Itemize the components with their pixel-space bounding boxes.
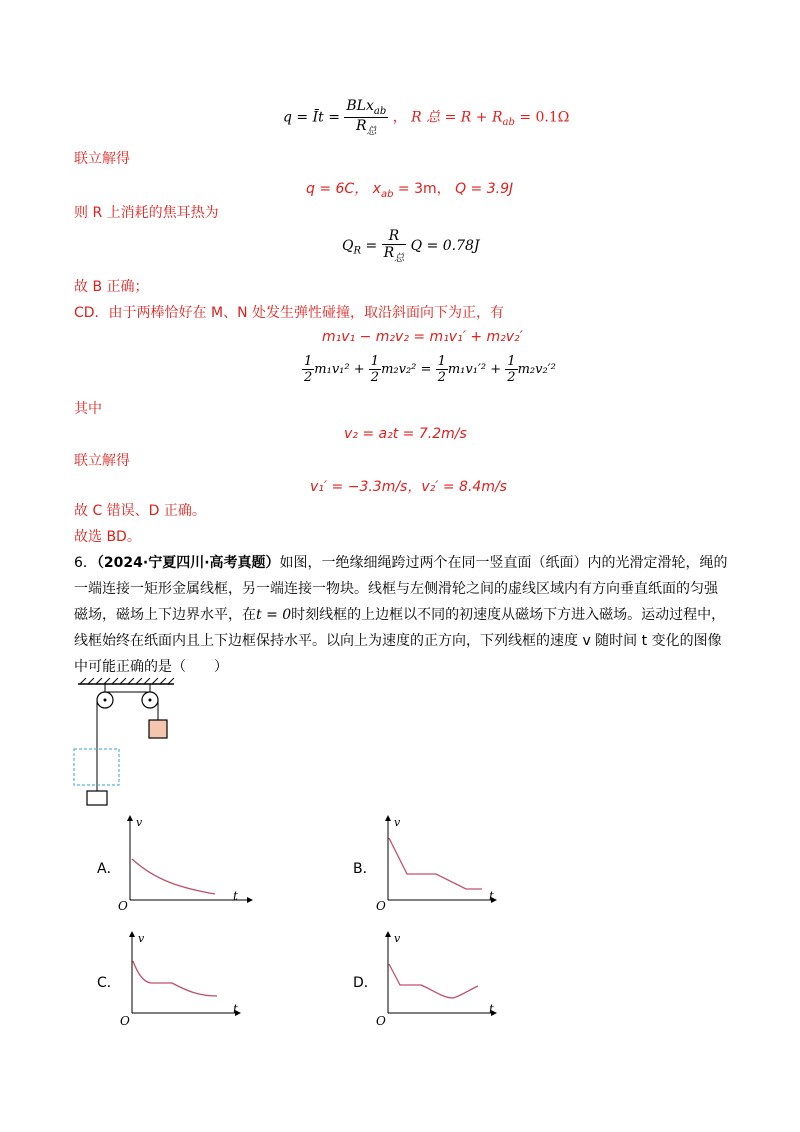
eq-results-x-sub: ab xyxy=(380,188,394,200)
question-6-line-1 xyxy=(74,550,728,576)
eq-energy-term-2: m₂v₂² xyxy=(381,362,417,377)
graph-B-origin: O xyxy=(376,899,386,913)
graph-D-axis-v: v xyxy=(394,932,401,945)
eq-results-Q: Q = 3.9J xyxy=(455,181,514,197)
text-lianli-2: 联立解得 xyxy=(74,453,130,469)
graph-A xyxy=(115,812,255,917)
graph-B xyxy=(373,812,503,917)
eq-charge-num: BLx xyxy=(346,98,374,114)
eq-qr-lhs: Q xyxy=(342,237,354,254)
eq-rtotal-value: = 0.1Ω xyxy=(514,109,570,126)
graph-A-axis-v: v xyxy=(136,816,143,829)
graph-A-axis-t: t xyxy=(233,889,238,903)
eq-joule-heat xyxy=(342,228,480,264)
text-conclusion-B: 故 B 正确； xyxy=(74,279,149,295)
text-conclusion-C: 故 C 错误、D 正确。 xyxy=(74,503,206,519)
eq-qr-den: R xyxy=(383,245,395,261)
eq-charge-den-sub: 总 xyxy=(366,125,377,137)
question-6-line-3 xyxy=(74,602,725,628)
eq-results-x-val: = 3m， xyxy=(393,181,451,197)
left-pulley xyxy=(97,684,113,708)
eq-rtotal-sub: ab xyxy=(502,117,515,129)
eq-momentum: m₁v₁ − m₂v₂ = m₁v₁′ + m₂v₂′ xyxy=(322,329,523,345)
eq-energy-half-num-2: 1 xyxy=(370,354,380,369)
eq-energy-half-den-1: 2 xyxy=(304,370,313,385)
question-6-line-5: 中可能正确的是（ ） xyxy=(74,659,228,675)
eq-results xyxy=(306,178,513,200)
eq-energy-half-den-3: 2 xyxy=(437,370,446,385)
graph-D-origin: O xyxy=(376,1014,386,1028)
right-pulley xyxy=(142,684,158,708)
option-C-label: C． xyxy=(97,975,121,991)
question-6-line-4: 线框始终在纸面内且上下边框保持水平。以向上为速度的正方向，下列线框的速度 v 随时间 t 变化的图像 xyxy=(74,633,722,649)
eq-energy-plus-1: + xyxy=(353,362,365,377)
graph-B-curve xyxy=(389,838,482,889)
pulley-diagram xyxy=(70,676,190,811)
question-6-line-2: 一端连接一矩形金属线框，另一端连接一物块。线框与左侧滑轮之间的虚线区域内有方向垂直纸面的匀强 xyxy=(74,581,718,597)
graph-D xyxy=(373,928,503,1033)
eq-energy-term-1: m₁v₁² xyxy=(314,362,350,377)
graph-D-curve xyxy=(389,964,478,998)
eq-energy-half-num-3: 1 xyxy=(437,354,446,369)
eq-v-after: v₁′ = −3.3m/s，v₂′ = 8.4m/s xyxy=(310,479,507,495)
question-6-text-3b: 时刻线框的上边框以不同的初速度从磁场下方进入磁场。运动过程中， xyxy=(291,607,726,623)
text-joule: 则 R 上消耗的焦耳热为 xyxy=(74,205,219,221)
eq-charge-den: R xyxy=(356,117,367,134)
wire-frame xyxy=(87,791,107,805)
eq-charge-sep: ， xyxy=(392,109,407,126)
option-A-label: A． xyxy=(97,861,121,877)
block xyxy=(149,720,167,738)
eq-charge-num-sub: ab xyxy=(373,105,387,117)
option-D-label: D． xyxy=(353,975,378,991)
eq-rtotal: R 总 = R + R xyxy=(411,109,503,126)
text-qizhong: 其中 xyxy=(74,401,102,417)
text-lianli-1: 联立解得 xyxy=(74,151,130,167)
eq-energy-half-num-4: 1 xyxy=(507,354,516,369)
question-source: （2024·宁夏四川·高考真题） xyxy=(96,555,280,571)
text-answer-BD: 故选 BD。 xyxy=(74,529,141,545)
option-B-label: B． xyxy=(353,861,377,877)
text-cd-intro: CD．由于两棒恰好在 M、N 处发生弹性碰撞，取沿斜面向下为正，有 xyxy=(74,305,505,321)
graph-B-axis-v: v xyxy=(394,816,401,829)
eq-energy-half-den-4: 2 xyxy=(507,370,516,385)
question-t0: t = 0 xyxy=(256,607,292,623)
eq-energy-half-den-2: 2 xyxy=(370,370,380,385)
eq-results-q: q = 6C， xyxy=(306,181,369,197)
graph-C-axis-t: t xyxy=(233,1002,238,1016)
graph-D-axis-t: t xyxy=(489,1002,494,1016)
eq-energy-term-4: m₂v₂′² xyxy=(517,362,556,377)
eq-energy-plus-2: + xyxy=(490,362,502,377)
eq-energy-half-num-1: 1 xyxy=(304,354,313,369)
graph-A-origin: O xyxy=(118,899,128,913)
graph-C-axis-v: v xyxy=(138,932,145,945)
eq-results-x: x xyxy=(372,181,381,197)
question-6-text-3: 磁场，磁场上下边界水平，在 xyxy=(74,607,256,623)
eq-energy-term-3: m₁v₁′² xyxy=(447,362,487,377)
graph-C-curve xyxy=(133,961,217,996)
question-number: 6． xyxy=(74,555,97,571)
eq-qr-den-sub: 总 xyxy=(394,252,405,264)
eq-qr-num: R xyxy=(388,228,400,244)
eq-qr-fraction xyxy=(382,228,407,264)
graph-A-curve xyxy=(132,859,215,894)
graph-C xyxy=(117,928,247,1033)
eq-charge-lhs: q = Īt = xyxy=(283,109,340,126)
eq-energy xyxy=(302,354,556,385)
ceiling xyxy=(78,678,174,684)
eq-energy-equals: = xyxy=(420,362,432,377)
graph-B-axis-t: t xyxy=(489,889,494,903)
graph-C-origin: O xyxy=(120,1014,130,1028)
eq-qr-rhs: Q = 0.78J xyxy=(410,237,480,254)
eq-v2: v₂ = a₂t = 7.2m/s xyxy=(344,426,467,442)
question-6-text-1: 如图，一绝缘细绳跨过两个在同一竖直面（纸面）内的光滑定滑轮，绳的 xyxy=(279,555,728,571)
eq-charge xyxy=(283,98,569,137)
eq-qr-eq: = xyxy=(361,237,382,254)
eq-qr-lhs-sub: R xyxy=(353,245,362,257)
eq-charge-fraction xyxy=(344,98,388,137)
